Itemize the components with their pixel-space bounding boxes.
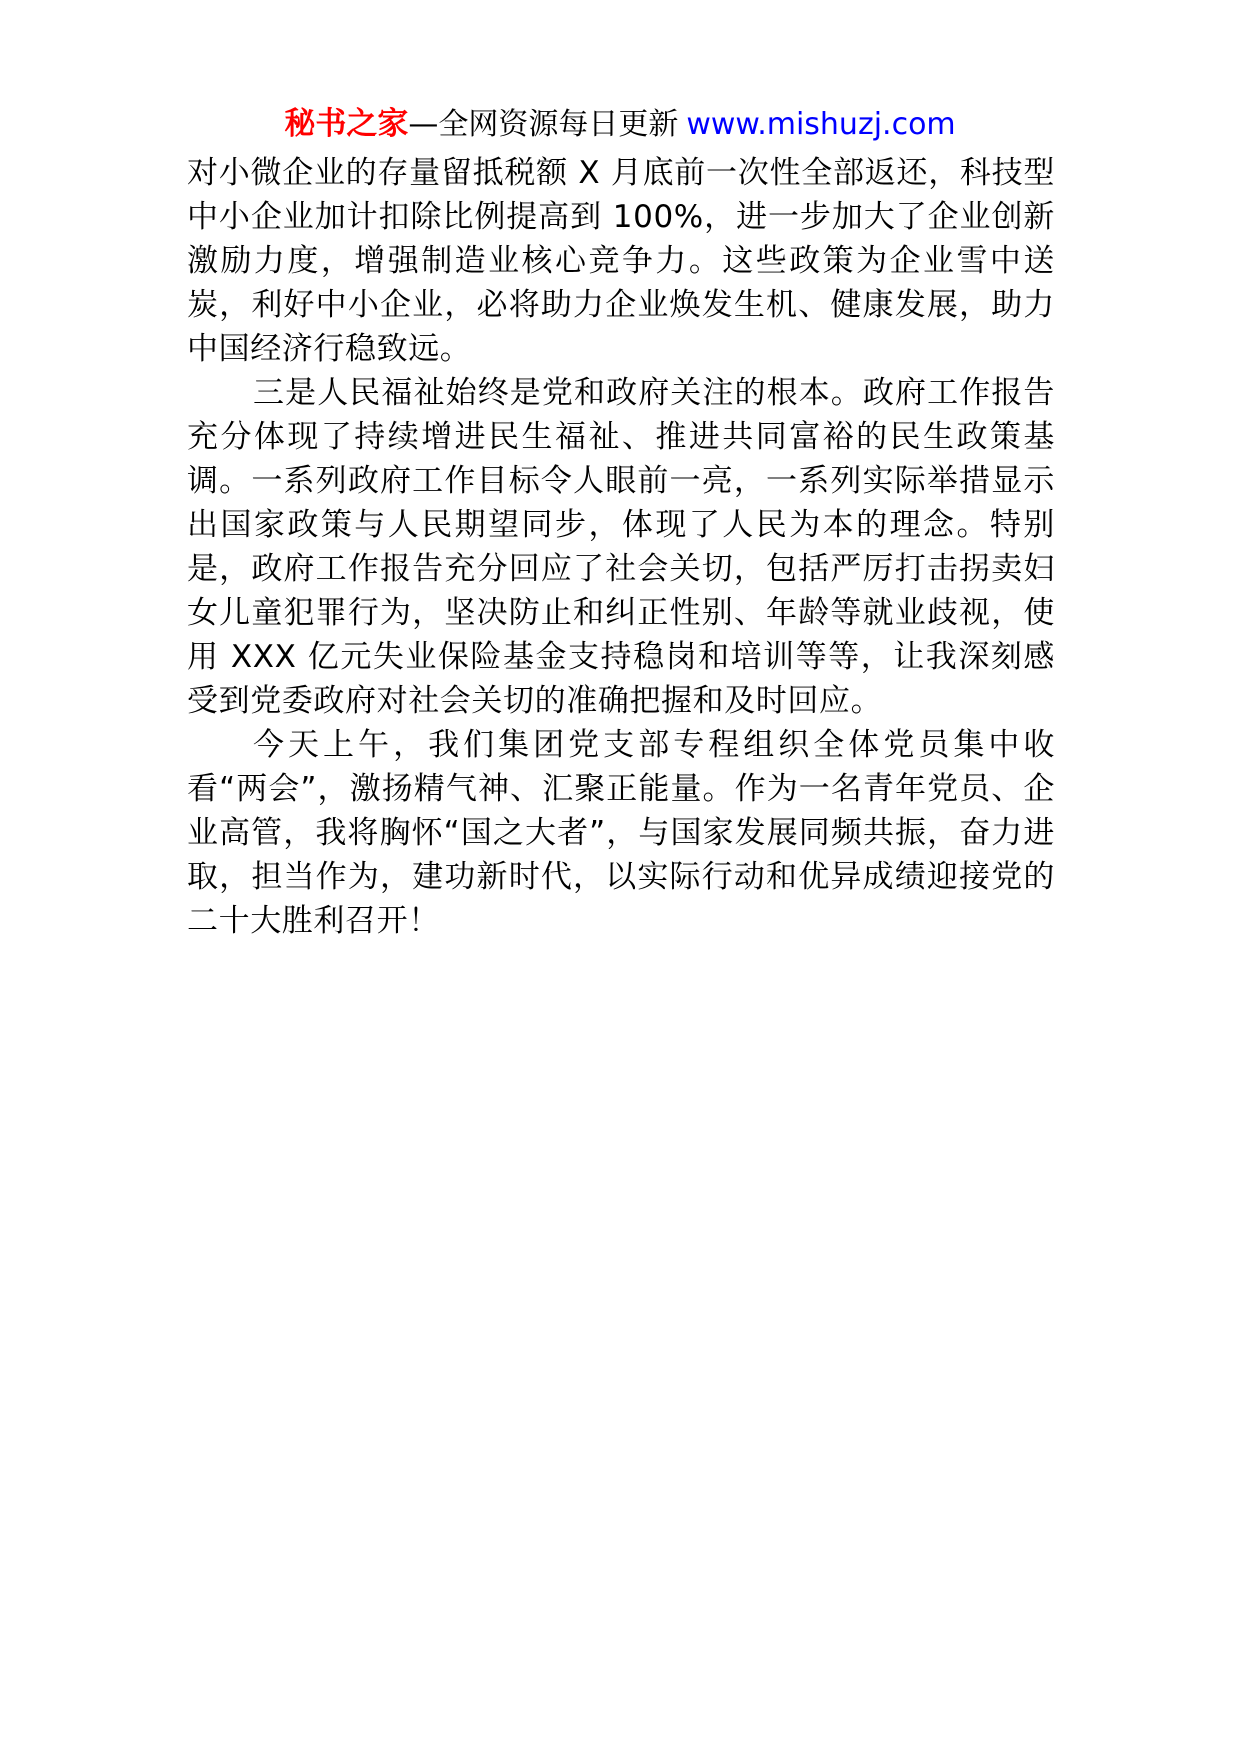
paragraph-closing: 今天上午，我们集团党支部专程组织全体党员集中收看“两会”，激扬精气神、汇聚正能量。作为一名青年党员、企业高管，我将胸怀“国之大者”，与国家发展同频共振，奋力进取，担当作为，建功新时代，以实际行动和优异成绩迎接党的二十大胜利召开！ [187, 727, 1055, 939]
page-header [0, 104, 1240, 145]
paragraph-continued: 对小微企业的存量留抵税额 X 月底前一次性全部返还，科技型中小企业加计扣除比例提高到 100%，进一步加大了企业创新激励力度，增强制造业核心竞争力。这些政策为企业雪中送炭，利好中小企业，必将助力企业焕发生机、健康发展，助力中国经济行稳致远。 [187, 155, 1055, 367]
paragraph-people-welfare: 三是人民福祉始终是党和政府关注的根本。政府工作报告充分体现了持续增进民生福祉、推进共同富裕的民生政策基调。一系列政府工作目标令人眼前一亮，一系列实际举措显示出国家政策与人民期望同步，体现了人民为本的理念。特别是，政府工作报告充分回应了社会关切，包括严厉打击拐卖妇女儿童犯罪行为，坚决防止和纠正性别、年龄等就业歧视，使用 XXX 亿元失业保险基金支持稳岗和培训等等，让我深刻感受到党委政府对社会关切的准确把握和及时回应。 [187, 375, 1055, 719]
brand-name: 秘书之家 [284, 106, 409, 142]
header-tagline: —全网资源每日更新 [408, 107, 679, 142]
document-body [187, 151, 1055, 943]
site-url-link[interactable]: www.mishuzj.com [686, 107, 956, 142]
